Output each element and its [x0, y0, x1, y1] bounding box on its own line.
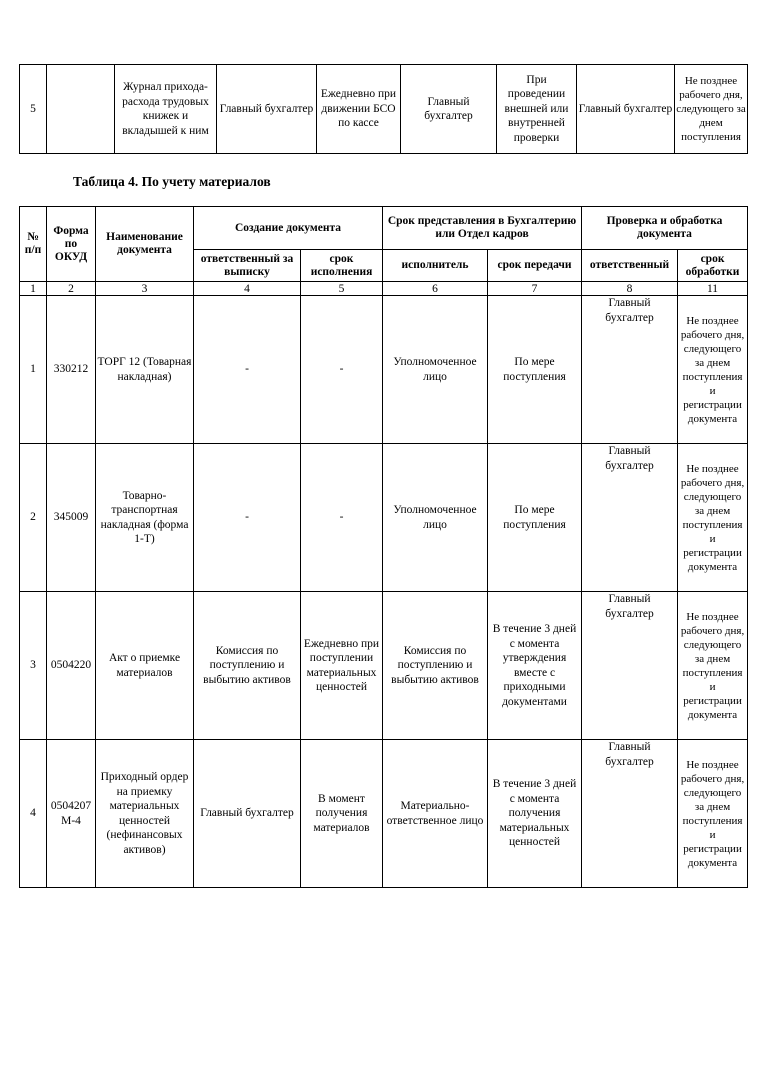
header-execution-term: срок исполнения: [301, 250, 383, 282]
cell-transfer: При проведении внешней или внутренней проверки: [497, 65, 577, 154]
cell-okud: 330212: [47, 296, 96, 444]
cell-execution-term: -: [301, 444, 383, 592]
cell-okud: 345009: [47, 444, 96, 592]
table-caption: Таблица 4. По учету материалов: [73, 174, 271, 189]
header-responsible: ответственный: [582, 250, 678, 282]
cell-processing-term: Не позднее рабочего дня, следующего за днем поступления и регистрации документа: [678, 444, 748, 592]
cell-term: Ежедневно при движении БСО по кассе: [317, 65, 401, 154]
previous-table-fragment: [19, 64, 748, 154]
cell-okud: 0504220: [47, 592, 96, 740]
col-number: 1: [20, 282, 47, 296]
table-row: [20, 296, 748, 444]
cell-responsible: Главный бухгалтер: [582, 444, 678, 592]
col-number: 7: [488, 282, 582, 296]
col-number: 6: [383, 282, 488, 296]
cell-performer: Главный бухгалтер: [401, 65, 497, 154]
cell-transfer-term: В течение 3 дней с момента получения материальных ценностей: [488, 740, 582, 888]
cell-responsible: Главный бухгалтер: [217, 65, 317, 154]
cell-num: 2: [20, 444, 47, 592]
cell-name: ТОРГ 12 (Товарная накладная): [96, 296, 194, 444]
materials-table: [19, 206, 748, 888]
cell-num: 5: [20, 65, 47, 154]
cell-name: Приходный ордер на приемку материальных ценностей (нефинансовых активов): [96, 740, 194, 888]
cell-transfer-term: В течение 3 дней с момента утверждения вместе с приходными документами: [488, 592, 582, 740]
header-processing-term: срок обработки: [678, 250, 748, 282]
cell-responsible: Главный бухгалтер: [582, 296, 678, 444]
table-row: [20, 444, 748, 592]
col-number: 4: [194, 282, 301, 296]
col-number: 11: [678, 282, 748, 296]
cell-processing-term: Не позднее рабочего дня, следующего за днем поступления и регистрации документа: [678, 592, 748, 740]
cell-name: Товарно-транспортная накладная (форма 1-Т): [96, 444, 194, 592]
cell-performer: Комиссия по поступлению и выбытию активов: [383, 592, 488, 740]
cell-num: 3: [20, 592, 47, 740]
cell-execution-term: Ежедневно при поступлении материальных ценностей: [301, 592, 383, 740]
cell-responsible-issue: -: [194, 296, 301, 444]
cell-performer: Материально-ответственное лицо: [383, 740, 488, 888]
cell-performer: Уполномоченное лицо: [383, 444, 488, 592]
cell-name: Журнал прихода-расхода трудовых книжек и вкладышей к ним: [115, 65, 217, 154]
cell-responsible-issue: -: [194, 444, 301, 592]
cell-num: 4: [20, 740, 47, 888]
cell-check-responsible: Главный бухгалтер: [577, 65, 675, 154]
cell-transfer-term: По мере поступления: [488, 296, 582, 444]
table-row: [20, 592, 748, 740]
cell-name: Акт о приемке материалов: [96, 592, 194, 740]
header-num: № п/п: [20, 207, 47, 282]
header-performer: исполнитель: [383, 250, 488, 282]
header-row-1: [20, 207, 748, 250]
cell-responsible: Главный бухгалтер: [582, 740, 678, 888]
header-name: Наименование документа: [96, 207, 194, 282]
cell-num: 1: [20, 296, 47, 444]
cell-processing: Не позднее рабочего дня, следующего за днем поступления: [675, 65, 748, 154]
col-number: 8: [582, 282, 678, 296]
cell-execution-term: В момент получения материалов: [301, 740, 383, 888]
header-transfer-term: срок передачи: [488, 250, 582, 282]
cell-okud: [47, 65, 115, 154]
header-submission: Срок представления в Бухгалтерию или Отдел кадров: [383, 207, 582, 250]
cell-processing-term: Не позднее рабочего дня, следующего за днем поступления и регистрации документа: [678, 296, 748, 444]
cell-okud: 0504207 М-4: [47, 740, 96, 888]
cell-performer: Уполномоченное лицо: [383, 296, 488, 444]
col-number: 5: [301, 282, 383, 296]
cell-responsible-issue: Главный бухгалтер: [194, 740, 301, 888]
header-verification: Проверка и обработка документа: [582, 207, 748, 250]
cell-responsible: Главный бухгалтер: [582, 592, 678, 740]
col-number: 2: [47, 282, 96, 296]
column-numbers-row: [20, 282, 748, 296]
table-row: [20, 65, 748, 154]
header-responsible-issue: ответственный за выписку: [194, 250, 301, 282]
cell-processing-term: Не позднее рабочего дня, следующего за днем поступления и регистрации документа: [678, 740, 748, 888]
table-row: [20, 740, 748, 888]
cell-execution-term: -: [301, 296, 383, 444]
header-creation: Создание документа: [194, 207, 383, 250]
header-okud: Форма по ОКУД: [47, 207, 96, 282]
cell-transfer-term: По мере поступления: [488, 444, 582, 592]
col-number: 3: [96, 282, 194, 296]
cell-responsible-issue: Комиссия по поступлению и выбытию активов: [194, 592, 301, 740]
